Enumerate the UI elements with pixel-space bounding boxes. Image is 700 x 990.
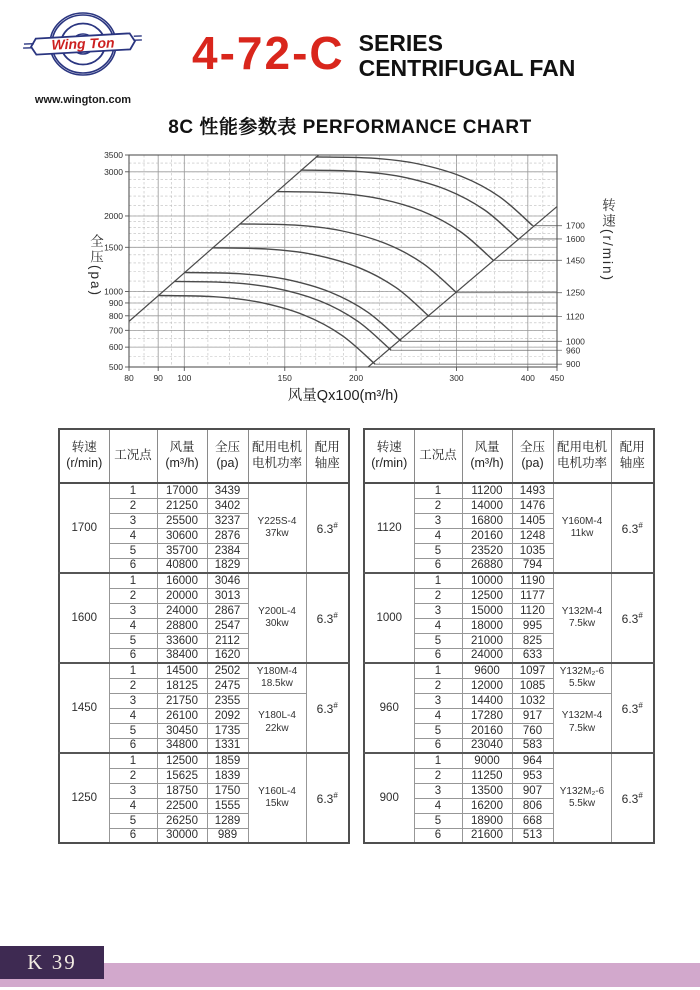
pressure-cell: 917 [512,708,553,723]
rpm-cell: 900 [364,753,414,843]
motor-cell: Y132M₂-6 5.5kw [553,663,611,693]
pressure-cell: 2876 [207,528,248,543]
point-cell: 5 [414,543,462,558]
point-cell: 4 [414,798,462,813]
flow-cell: 35700 [157,543,207,558]
pressure-cell: 668 [512,813,553,828]
brand-website: www.wington.com [34,94,132,106]
pressure-cell: 1190 [512,573,553,588]
flow-cell: 18750 [157,783,207,798]
performance-curve-900 [158,296,375,365]
point-cell: 1 [414,483,462,498]
pressure-cell: 760 [512,723,553,738]
point-cell: 3 [414,603,462,618]
point-cell: 3 [109,603,157,618]
point-cell: 1 [414,753,462,768]
performance-curve-1120 [212,248,429,317]
pressure-cell: 1177 [512,588,553,603]
flow-cell: 23520 [462,543,512,558]
rpm-cell: 1250 [59,753,109,843]
pressure-cell: 2867 [207,603,248,618]
flow-cell: 14000 [462,498,512,513]
point-cell: 4 [109,798,157,813]
right-axis-rpm-label: 1600 [566,233,585,244]
flow-cell: 33600 [157,633,207,648]
column-header: 工况点 [109,429,157,483]
motor-cell: Y132M-4 7.5kw [553,693,611,753]
flow-cell: 16200 [462,798,512,813]
rpm-cell: 1600 [59,573,109,663]
flow-cell: 38400 [157,648,207,663]
performance-table-left [58,428,350,844]
x-axis-tick-label: 150 [277,373,292,383]
pressure-cell: 806 [512,798,553,813]
pressure-cell: 2547 [207,618,248,633]
right-axis-rpm-label: 900 [566,359,581,370]
pressure-cell: 794 [512,558,553,573]
pressure-cell: 1839 [207,768,248,783]
flow-cell: 30000 [157,828,207,843]
column-header: 工况点 [414,429,462,483]
point-cell: 3 [414,693,462,708]
pressure-cell: 953 [512,768,553,783]
performance-chart [85,146,675,408]
pressure-cell: 825 [512,633,553,648]
y-axis-tick-label: 700 [108,325,123,336]
flow-cell: 14500 [157,663,207,678]
flow-cell: 15625 [157,768,207,783]
seat-cell: 6.3# [306,663,349,753]
motor-cell: Y132M-4 7.5kw [553,573,611,663]
point-cell: 1 [109,483,157,498]
table-row [59,663,349,678]
rpm-cell: 1450 [59,663,109,753]
flow-cell: 34800 [157,738,207,753]
rpm-cell: 1120 [364,483,414,573]
point-cell: 4 [414,708,462,723]
flow-cell: 23040 [462,738,512,753]
pressure-cell: 1555 [207,798,248,813]
flow-cell: 13500 [462,783,512,798]
point-cell: 2 [109,498,157,513]
flow-cell: 16800 [462,513,512,528]
page-number-badge: K 39 [0,946,104,979]
pressure-cell: 1405 [512,513,553,528]
table-row [59,483,349,498]
performance-curve-1000 [184,273,401,342]
point-cell: 3 [109,513,157,528]
y-axis-tick-label: 3000 [104,166,123,177]
flow-cell: 20160 [462,723,512,738]
seat-cell: 6.3# [306,753,349,843]
flow-cell: 11250 [462,768,512,783]
series-title [359,30,576,81]
flow-cell: 12500 [462,588,512,603]
pressure-cell: 1750 [207,783,248,798]
point-cell: 6 [414,558,462,573]
point-cell: 6 [109,738,157,753]
point-cell: 3 [109,783,157,798]
pressure-cell: 633 [512,648,553,663]
column-header: 风量 (m³/h) [157,429,207,483]
pressure-cell: 964 [512,753,553,768]
table-row [364,753,654,768]
series-line2: CENTRIFUGAL FAN [358,54,576,81]
logo-brand-text: Wing Ton [51,34,115,53]
point-cell: 5 [109,543,157,558]
performance-curves-plot [85,146,660,408]
flow-cell: 21750 [157,693,207,708]
right-axis-rpm-label: 1000 [566,336,585,347]
x-axis-tick-label: 200 [348,373,364,383]
motor-cell: Y132M₂-6 5.5kw [553,753,611,843]
flow-cell: 12000 [462,678,512,693]
point-cell: 2 [109,768,157,783]
footer-bar [0,963,700,987]
pressure-cell: 1248 [512,528,553,543]
flow-cell: 17280 [462,708,512,723]
point-cell: 5 [109,813,157,828]
pressure-cell: 1032 [512,693,553,708]
pressure-cell: 1476 [512,498,553,513]
y-axis-tick-label: 600 [108,342,123,353]
motor-cell: Y160L-4 15kw [248,753,306,843]
pressure-cell: 2112 [207,633,248,648]
pressure-cell: 1829 [207,558,248,573]
flow-cell: 9000 [462,753,512,768]
motor-cell: Y180M-4 18.5kw [248,663,306,693]
point-cell: 4 [414,618,462,633]
point-cell: 5 [414,723,462,738]
wington-logo-icon [22,10,144,88]
column-header: 转速 (r/min) [364,429,414,483]
y-axis-title-left: 全压(pa) [88,234,103,298]
point-cell: 4 [109,618,157,633]
pressure-cell: 1859 [207,753,248,768]
point-cell: 5 [414,813,462,828]
parameter-tables [58,428,652,844]
pressure-cell: 1493 [512,483,553,498]
right-axis-rpm-label: 1700 [566,220,585,231]
column-header: 配用 轴座 [306,429,349,483]
flow-cell: 22500 [157,798,207,813]
right-axis-rpm-label: 1450 [566,255,585,266]
point-cell: 5 [109,723,157,738]
point-cell: 6 [109,828,157,843]
flow-cell: 20000 [157,588,207,603]
pressure-cell: 2502 [207,663,248,678]
pressure-cell: 513 [512,828,553,843]
seat-cell: 6.3# [611,663,654,753]
point-cell: 1 [109,573,157,588]
right-axis-rpm-label: 1250 [566,287,585,298]
point-cell: 3 [414,783,462,798]
point-cell: 1 [414,663,462,678]
seat-cell: 6.3# [611,753,654,843]
x-axis-tick-label: 80 [124,373,134,383]
rpm-cell: 1700 [59,483,109,573]
point-cell: 6 [109,558,157,573]
seat-cell: 6.3# [306,483,349,573]
y-axis-tick-label: 800 [108,310,123,321]
right-axis-rpm-label: 1120 [566,311,585,322]
point-cell: 2 [414,588,462,603]
pressure-cell: 2355 [207,693,248,708]
performance-table-right [363,428,655,844]
pressure-cell: 3013 [207,588,248,603]
right-axis-rpm-label: 960 [566,345,581,356]
column-header: 配用电机 电机功率 [553,429,611,483]
motor-cell: Y200L-4 30kw [248,573,306,663]
column-header: 风量 (m³/h) [462,429,512,483]
point-cell: 6 [414,828,462,843]
flow-cell: 17000 [157,483,207,498]
flow-cell: 21000 [462,633,512,648]
point-cell: 6 [414,738,462,753]
pressure-cell: 583 [512,738,553,753]
table-row [364,483,654,498]
flow-cell: 30450 [157,723,207,738]
table-row [364,573,654,588]
pressure-cell: 2384 [207,543,248,558]
y-axis-tick-label: 2000 [104,210,123,221]
flow-cell: 24000 [462,648,512,663]
point-cell: 3 [109,693,157,708]
column-header: 配用电机 电机功率 [248,429,306,483]
pressure-cell: 989 [207,828,248,843]
point-cell: 5 [109,633,157,648]
flow-cell: 30600 [157,528,207,543]
rpm-cell: 1000 [364,573,414,663]
flow-cell: 24000 [157,603,207,618]
column-header: 全压 (pa) [512,429,553,483]
column-header: 转速 (r/min) [59,429,109,483]
flow-cell: 21250 [157,498,207,513]
performance-curve-1250 [240,224,457,293]
pressure-cell: 995 [512,618,553,633]
point-cell: 1 [109,753,157,768]
flow-cell: 18125 [157,678,207,693]
x-axis-title: 风量Qx100(m³/h) [287,388,399,404]
x-axis-tick-label: 450 [549,373,565,383]
point-cell: 2 [414,768,462,783]
pressure-cell: 1097 [512,663,553,678]
pressure-cell: 3046 [207,573,248,588]
flow-cell: 40800 [157,558,207,573]
motor-cell: Y160M-4 11kw [553,483,611,573]
pressure-cell: 1735 [207,723,248,738]
pressure-cell: 1620 [207,648,248,663]
pressure-cell: 3237 [207,513,248,528]
y-axis-tick-label: 900 [108,297,123,308]
point-cell: 3 [414,513,462,528]
x-axis-tick-label: 100 [177,373,192,383]
flow-cell: 10000 [462,573,512,588]
y-axis-tick-label: 3500 [104,150,123,160]
point-cell: 4 [414,528,462,543]
rpm-cell: 960 [364,663,414,753]
table-row [59,753,349,768]
point-cell: 4 [109,528,157,543]
x-axis-tick-label: 400 [520,373,535,383]
pressure-cell: 3439 [207,483,248,498]
flow-cell: 25500 [157,513,207,528]
pressure-cell: 3402 [207,498,248,513]
seat-cell: 6.3# [306,573,349,663]
point-cell: 6 [109,648,157,663]
flow-cell: 14400 [462,693,512,708]
y-axis-tick-label: 1000 [104,286,123,297]
series-line1: SERIES [358,30,443,56]
pressure-cell: 2092 [207,708,248,723]
flow-cell: 15000 [462,603,512,618]
flow-cell: 20160 [462,528,512,543]
table-row [364,663,654,678]
flow-cell: 18900 [462,813,512,828]
performance-curve-1700 [316,157,533,226]
seat-cell: 6.3# [611,483,654,573]
x-axis-tick-label: 90 [153,373,163,383]
flow-cell: 28800 [157,618,207,633]
y-axis-tick-label: 1500 [104,242,123,253]
y-axis-title-right: 转速(r/min) [600,198,615,282]
pressure-cell: 1085 [512,678,553,693]
flow-cell: 9600 [462,663,512,678]
flow-cell: 21600 [462,828,512,843]
page-title [192,27,576,81]
model-number: 4-72-C [192,27,345,79]
flow-cell: 18000 [462,618,512,633]
flow-cell: 12500 [157,753,207,768]
pressure-cell: 1289 [207,813,248,828]
motor-cell: Y225S-4 37kw [248,483,306,573]
point-cell: 6 [414,648,462,663]
flow-cell: 11200 [462,483,512,498]
point-cell: 4 [109,708,157,723]
seat-cell: 6.3# [611,573,654,663]
flow-cell: 26100 [157,708,207,723]
x-axis-tick-label: 300 [449,373,464,383]
brand-logo [22,10,144,106]
pressure-cell: 1120 [512,603,553,618]
pressure-cell: 1035 [512,543,553,558]
performance-chart-subtitle: 8C 性能参数表 PERFORMANCE CHART [168,117,532,138]
column-header: 配用 轴座 [611,429,654,483]
point-cell: 5 [414,633,462,648]
column-header: 全压 (pa) [207,429,248,483]
y-axis-tick-label: 500 [108,362,123,372]
point-cell: 1 [109,663,157,678]
point-cell: 2 [109,678,157,693]
motor-cell: Y180L-4 22kw [248,693,306,753]
pressure-cell: 907 [512,783,553,798]
flow-cell: 16000 [157,573,207,588]
point-cell: 2 [109,588,157,603]
table-row [59,573,349,588]
pressure-cell: 1331 [207,738,248,753]
point-cell: 2 [414,498,462,513]
point-cell: 2 [414,678,462,693]
point-cell: 1 [414,573,462,588]
pressure-cell: 2475 [207,678,248,693]
flow-cell: 26250 [157,813,207,828]
flow-cell: 26880 [462,558,512,573]
